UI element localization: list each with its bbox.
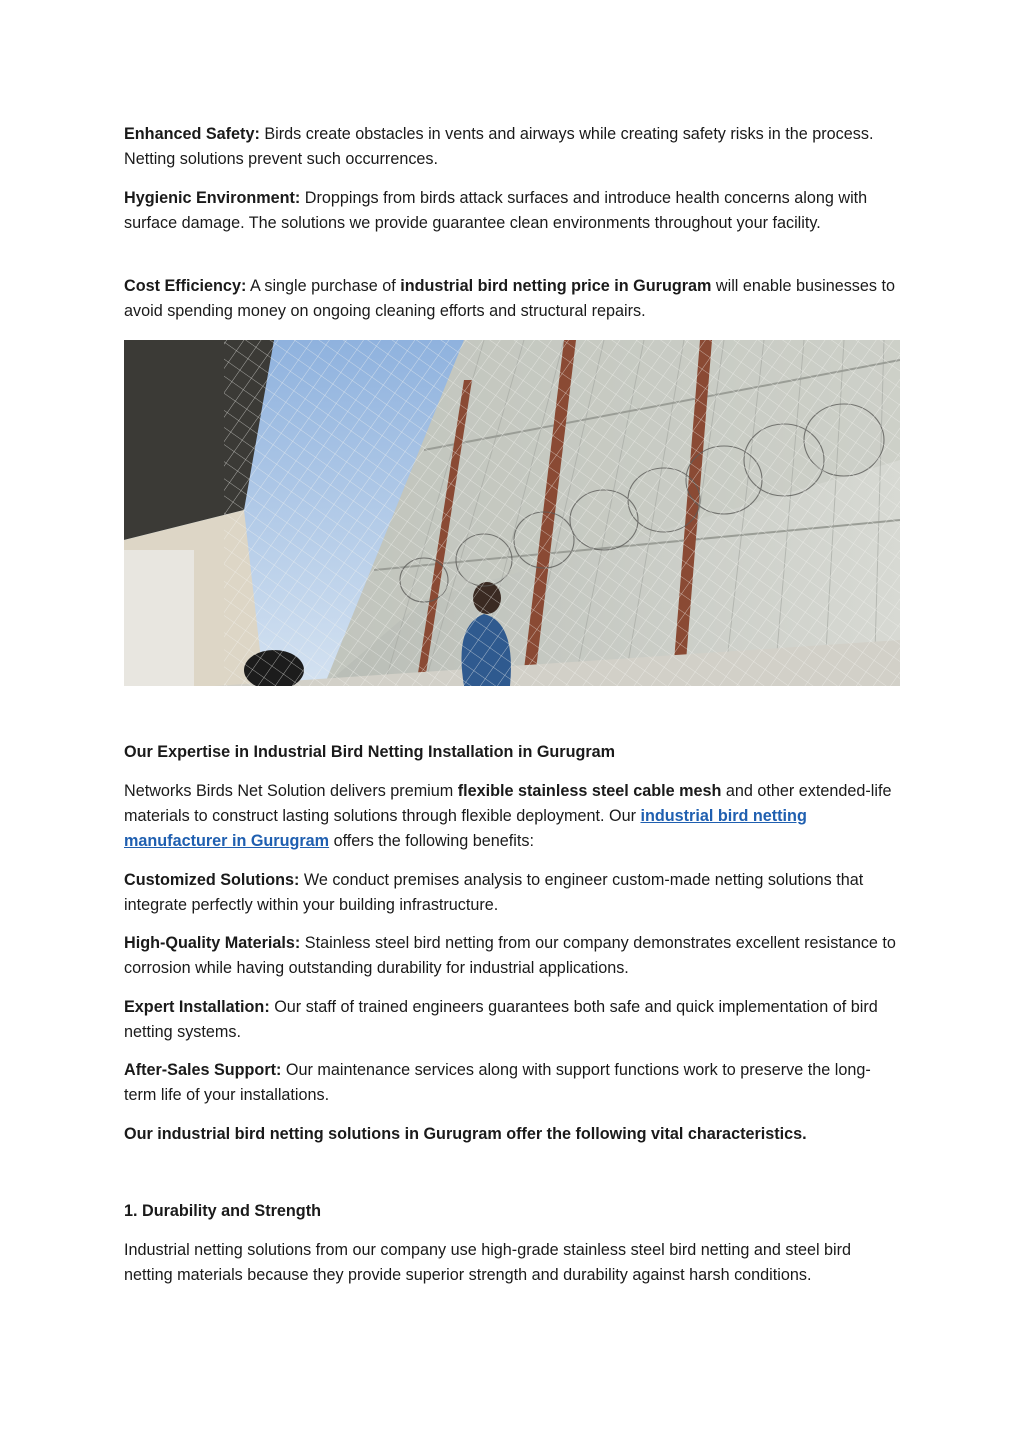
paragraph-enhanced-safety: Enhanced Safety: Birds create obstacles in vents and airways while creating safety risks in the process. Netting solutions prevent such occurrences. <box>124 125 874 168</box>
section1-body: Industrial netting solutions from our company use high-grade stainless steel bird netting and steel bird netting materials because they provide superior strength and durability against harsh conditions. <box>124 1241 852 1284</box>
label-after-sales-support: After-Sales Support: <box>124 1061 282 1079</box>
bird-netting-photo <box>124 340 900 686</box>
label-high-quality-materials: High-Quality Materials: <box>124 934 301 952</box>
label-customized-solutions: Customized Solutions: <box>124 871 300 889</box>
paragraph-expert-installation: Expert Installation: Our staff of trained engineers guarantees both safe and quick implementation of bird netting systems. <box>124 998 878 1041</box>
label-expert-installation: Expert Installation: <box>124 998 270 1016</box>
paragraph-high-quality-materials: High-Quality Materials: Stainless steel bird netting from our company demonstrates excellent resistance to corrosion while having outstanding durability for industrial applications. <box>124 934 896 977</box>
label-enhanced-safety: Enhanced Safety: <box>124 125 260 143</box>
manufacturer-link[interactable]: industrial bird netting manufacturer in Gurugram <box>124 807 807 850</box>
paragraph-customized-solutions: Customized Solutions: We conduct premises analysis to engineer custom-made netting solutions that integrate perfectly within your building infrastructure. <box>124 871 864 914</box>
paragraph-hygienic-environment: Hygienic Environment: Droppings from birds attack surfaces and introduce health concerns along with surface damage. The solutions we provide guarantee clean environments throughout your facility. <box>124 189 868 232</box>
label-cost-efficiency: Cost Efficiency: <box>124 277 247 295</box>
expertise-heading: Our Expertise in Industrial Bird Netting Installation in Gurugram <box>124 743 616 761</box>
paragraph-cost-efficiency: Cost Efficiency: A single purchase of industrial bird netting price in Gurugram will enable businesses to avoid spending money on ongoing cleaning efforts and structural repairs. <box>124 277 895 320</box>
characteristics-line: Our industrial bird netting solutions in Gurugram offer the following vital characteristics. <box>124 1125 807 1143</box>
section1-heading: 1. Durability and Strength <box>124 1202 321 1220</box>
label-hygienic-environment: Hygienic Environment: <box>124 189 301 207</box>
paragraph-after-sales-support: After-Sales Support: Our maintenance services along with support functions work to preserve the long-term life of your installations. <box>124 1061 871 1104</box>
expertise-intro: Networks Birds Net Solution delivers premium flexible stainless steel cable mesh and other extended-life materials to construct lasting solutions through flexible deployment. Our industrial bird netting manufacturer in Gurugram offers the following benefits: <box>124 782 892 850</box>
